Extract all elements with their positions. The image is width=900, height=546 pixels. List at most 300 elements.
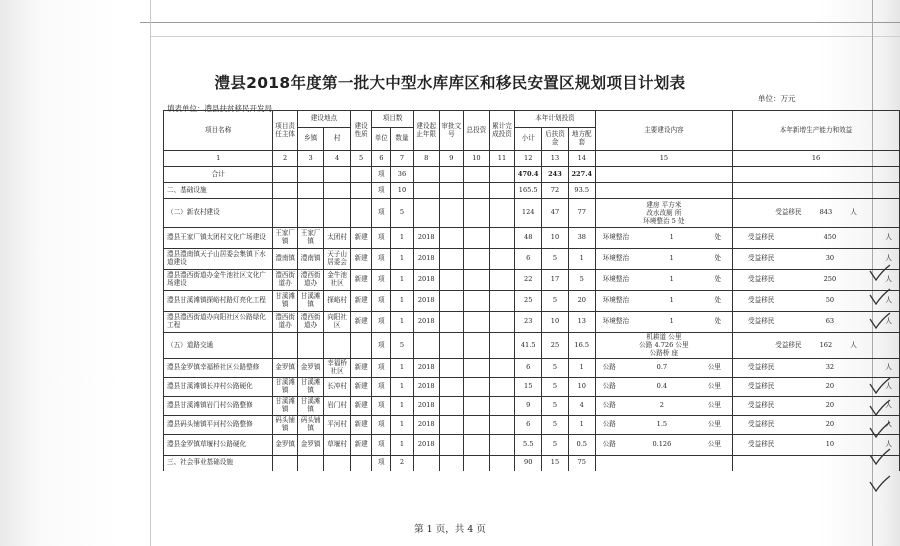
- project-cumulative: [489, 377, 515, 396]
- project-village: 平河村: [324, 415, 350, 434]
- benefit-label: 受益移民: [748, 381, 775, 390]
- subcategory-road-content: [595, 333, 732, 359]
- total-row: [164, 167, 900, 183]
- project-support: 5: [542, 249, 569, 270]
- project-name: 澧县甘溪滩镇岩门村公路整修: [164, 396, 273, 415]
- benefit-unit: 人: [885, 296, 892, 305]
- page-footer: 第 1 页，共 4 页: [414, 524, 486, 535]
- project-subtotal: 15: [515, 377, 542, 396]
- project-support: 10: [542, 312, 569, 333]
- subcategory-village-unit: 项: [372, 199, 391, 228]
- category-infra-support: 72: [542, 183, 569, 199]
- subcategory-village-benefit: [733, 199, 900, 228]
- handwritten-check-icon: [868, 420, 892, 440]
- header-capacity: 本年新增生产能力和效益: [733, 111, 900, 151]
- project-year: 2018: [413, 249, 439, 270]
- project-approval: [439, 312, 464, 333]
- subcategory-village-support: 47: [542, 199, 569, 228]
- project-total-investment: [464, 377, 490, 396]
- header-project-name: 项目名称: [164, 111, 273, 151]
- benefit-unit: 人: [885, 233, 892, 242]
- project-local: 13: [568, 312, 595, 333]
- content-unit: 公里: [707, 439, 722, 448]
- benefit-value: 450: [823, 233, 837, 242]
- project-nature: 新建: [350, 291, 372, 312]
- project-support: 5: [542, 377, 569, 396]
- project-nature: 新建: [350, 434, 372, 455]
- project-town: 甘溪滩镇: [297, 291, 323, 312]
- project-name: 澧县澧西街道办金牛池社区文化广场建设: [164, 270, 273, 291]
- project-responsible: 澧西街道办: [273, 312, 298, 333]
- project-count: 1: [391, 312, 414, 333]
- content-value: 1: [669, 254, 674, 263]
- project-count: 1: [391, 415, 414, 434]
- content-unit: 公里: [707, 381, 722, 390]
- benefit-unit: 人: [885, 439, 892, 448]
- project-responsible: 甘溪滩镇: [273, 291, 298, 312]
- project-town: 澧南镇: [297, 249, 323, 270]
- project-year: 2018: [413, 415, 439, 434]
- category-infra-unit: 项: [372, 183, 391, 199]
- project-content: [595, 396, 732, 415]
- project-content: [595, 358, 732, 377]
- benefit-label: 受益移民: [748, 400, 775, 409]
- content-type: 公路: [602, 400, 616, 409]
- content-type: 环境整治: [602, 233, 630, 242]
- header-count: 数量: [391, 128, 414, 151]
- subcategory-village-subtotal: 124: [515, 199, 542, 228]
- column-index: 14: [568, 151, 595, 167]
- project-subtotal: 9: [515, 396, 542, 415]
- project-approval: [439, 228, 464, 249]
- project-row: [164, 377, 900, 396]
- project-support: 10: [542, 228, 569, 249]
- project-responsible: 澧南镇: [273, 249, 298, 270]
- project-unit: 项: [372, 358, 391, 377]
- project-responsible: 甘溪滩镇: [273, 396, 298, 415]
- project-town: 金罗镇: [297, 358, 323, 377]
- project-nature: 新建: [350, 396, 372, 415]
- handwritten-check-icon: [868, 287, 892, 307]
- header-nature: 建设性质: [350, 111, 372, 151]
- project-cumulative: [489, 270, 515, 291]
- header-approval: 审批文号: [439, 111, 464, 151]
- subcategory-village-local: 77: [568, 199, 595, 228]
- project-local: 38: [568, 228, 595, 249]
- project-cumulative: [489, 312, 515, 333]
- benefit-label: 受益移民: [775, 340, 802, 349]
- category-social-unit: 项: [372, 455, 391, 471]
- project-unit: 项: [372, 228, 391, 249]
- header-quantity: 项目数: [372, 111, 413, 128]
- column-index: 12: [515, 151, 542, 167]
- content-value: 1: [669, 275, 674, 284]
- content-line: 改水改厕 所: [646, 208, 682, 217]
- project-subtotal: 25: [515, 291, 542, 312]
- project-support: 5: [542, 415, 569, 434]
- project-year: 2018: [413, 228, 439, 249]
- project-total-investment: [464, 396, 490, 415]
- category-infra-label: 二、基础设施: [164, 183, 273, 199]
- project-name: 澧县码头铺镇平河村公路整修: [164, 415, 273, 434]
- project-village: 太团村: [324, 228, 350, 249]
- project-total-investment: [464, 415, 490, 434]
- project-cumulative: [489, 358, 515, 377]
- subcategory-road-support: 25: [542, 333, 569, 359]
- project-subtotal: 48: [515, 228, 542, 249]
- project-year: 2018: [413, 358, 439, 377]
- benefit-unit: 人: [850, 340, 857, 349]
- project-content: [595, 434, 732, 455]
- content-line: 公路 4.726 公里: [639, 341, 689, 350]
- content-unit: 处: [714, 254, 722, 263]
- project-count: 1: [391, 291, 414, 312]
- column-index-row: [164, 151, 900, 167]
- handwritten-check-icon: [868, 398, 892, 418]
- project-total-investment: [464, 358, 490, 377]
- header-years: 建设起止年限: [413, 111, 439, 151]
- project-row: [164, 358, 900, 377]
- benefit-value: 20: [825, 419, 835, 428]
- project-local: 1: [568, 249, 595, 270]
- project-count: 1: [391, 270, 414, 291]
- project-content: [595, 291, 732, 312]
- content-line: 环境整治 5 处: [643, 217, 685, 226]
- money-unit-label: 单位：万元: [758, 94, 796, 103]
- column-index: 16: [733, 151, 900, 167]
- project-count: 1: [391, 396, 414, 415]
- project-village: 长冲村: [324, 377, 350, 396]
- project-cumulative: [489, 396, 515, 415]
- content-value: 1: [669, 233, 674, 242]
- column-index: 5: [350, 151, 372, 167]
- project-support: 5: [542, 434, 569, 455]
- content-value: 0.4: [656, 381, 668, 390]
- content-unit: 处: [714, 275, 722, 284]
- project-approval: [439, 396, 464, 415]
- project-name: 澧县金罗镇草堰村公路硬化: [164, 434, 273, 455]
- project-count: 1: [391, 249, 414, 270]
- project-name: 澧县澧南镇天子山居委会集镇下水道建设: [164, 249, 273, 270]
- header-town: 乡镇: [297, 128, 323, 151]
- subcategory-village-count: 5: [391, 199, 414, 228]
- project-nature: 新建: [350, 270, 372, 291]
- category-social-support: 15: [542, 455, 569, 471]
- project-name: 澧县甘溪滩镇长冲村公路硬化: [164, 377, 273, 396]
- project-local: 0.5: [568, 434, 595, 455]
- project-town: 码头铺镇: [297, 415, 323, 434]
- benefit-label: 受益移民: [748, 362, 775, 371]
- project-nature: 新建: [350, 415, 372, 434]
- content-value: 1: [669, 296, 674, 305]
- project-total-investment: [464, 291, 490, 312]
- project-approval: [439, 291, 464, 312]
- subcategory-village-label: （二）新农村建设: [164, 199, 273, 228]
- header-local-match: 地方配套: [568, 128, 595, 151]
- benefit-unit: 人: [885, 381, 892, 390]
- project-town: 澧西街道办: [297, 312, 323, 333]
- content-type: 公路: [602, 439, 616, 448]
- category-infra-row: [164, 183, 900, 199]
- total-count: 36: [391, 167, 414, 183]
- column-index: 4: [324, 151, 350, 167]
- content-type: 公路: [602, 362, 616, 371]
- subcategory-road-label: （五）道路交通: [164, 333, 273, 359]
- header-total-investment: 总投资: [464, 111, 490, 151]
- paper-edge-top: [140, 22, 900, 23]
- header-village: 村: [324, 128, 350, 151]
- benefit-value: 63: [825, 317, 835, 326]
- header-unit: 单位: [372, 128, 391, 151]
- benefit-value: 10: [825, 439, 835, 448]
- column-index: 1: [164, 151, 273, 167]
- subcategory-road-count: 5: [391, 333, 414, 359]
- subcategory-road-benefit: [733, 333, 900, 359]
- header-cumulative: 累计完成投资: [489, 111, 515, 151]
- benefit-value: 20: [825, 400, 835, 409]
- project-village: 岩门村: [324, 396, 350, 415]
- category-infra-subtotal: 165.5: [515, 183, 542, 199]
- table-body: [164, 111, 900, 471]
- project-year: 2018: [413, 270, 439, 291]
- content-unit: 处: [714, 233, 722, 242]
- project-responsible: 金罗镇: [273, 358, 298, 377]
- header-row-1: [164, 111, 900, 128]
- subcategory-road-local: 16.5: [568, 333, 595, 359]
- project-nature: 新建: [350, 312, 372, 333]
- project-local: 1: [568, 358, 595, 377]
- handwritten-check-icon: [868, 263, 892, 283]
- column-index: 8: [413, 151, 439, 167]
- project-local: 10: [568, 377, 595, 396]
- project-total-investment: [464, 249, 490, 270]
- project-village: 向阳社区: [324, 312, 350, 333]
- category-infra-local: 93.5: [568, 183, 595, 199]
- project-village: 草堰村: [324, 434, 350, 455]
- project-nature: 新建: [350, 249, 372, 270]
- project-support: 5: [542, 396, 569, 415]
- subcategory-village-row: [164, 199, 900, 228]
- content-unit: 公里: [707, 362, 722, 371]
- header-annual-plan: 本年计划投资: [515, 111, 595, 128]
- project-cumulative: [489, 228, 515, 249]
- project-row: [164, 270, 900, 291]
- project-responsible: 甘溪滩镇: [273, 377, 298, 396]
- benefit-label: 受益移民: [748, 275, 775, 284]
- project-name: 澧县王家厂镇太团村文化广场建设: [164, 228, 273, 249]
- total-local: 227.4: [568, 167, 595, 183]
- project-count: 1: [391, 358, 414, 377]
- benefit-unit: 人: [885, 254, 892, 263]
- content-type: 公路: [602, 381, 616, 390]
- column-index: 9: [439, 151, 464, 167]
- category-social-row: [164, 455, 900, 471]
- category-social-subtotal: 90: [515, 455, 542, 471]
- project-row: [164, 312, 900, 333]
- column-index: 7: [391, 151, 414, 167]
- project-content: [595, 270, 732, 291]
- project-village: 金牛池社区: [324, 270, 350, 291]
- benefit-value: 50: [825, 296, 835, 305]
- project-subtotal: 6: [515, 415, 542, 434]
- content-type: 环境整治: [602, 254, 630, 263]
- content-unit: 公里: [707, 400, 722, 409]
- project-year: 2018: [413, 434, 439, 455]
- project-approval: [439, 249, 464, 270]
- project-year: 2018: [413, 377, 439, 396]
- benefit-label: 受益移民: [775, 208, 802, 217]
- subcategory-road-row: [164, 333, 900, 359]
- project-nature: 新建: [350, 358, 372, 377]
- content-line: 建房 平方米: [646, 200, 682, 209]
- column-index: 6: [372, 151, 391, 167]
- column-index: 2: [273, 151, 298, 167]
- project-subtotal: 22: [515, 270, 542, 291]
- project-village: 探峪村: [324, 291, 350, 312]
- project-village: 天子山居委会: [324, 249, 350, 270]
- project-subtotal: 5.5: [515, 434, 542, 455]
- project-row: [164, 291, 900, 312]
- project-content: [595, 312, 732, 333]
- project-row: [164, 434, 900, 455]
- project-content: [595, 228, 732, 249]
- project-name: 澧县金罗镇幸福桥社区公路整修: [164, 358, 273, 377]
- project-responsible: 金罗镇: [273, 434, 298, 455]
- project-total-investment: [464, 434, 490, 455]
- project-content: [595, 377, 732, 396]
- category-social-count: 2: [391, 455, 414, 471]
- project-row: [164, 228, 900, 249]
- category-social-local: 75: [568, 455, 595, 471]
- project-content: [595, 249, 732, 270]
- benefit-unit: 人: [850, 208, 857, 217]
- header-support-fund: 后扶资金: [542, 128, 569, 151]
- fill-unit-label: 填表单位：澧县扶贫移民开发局: [167, 104, 272, 113]
- project-unit: 项: [372, 270, 391, 291]
- content-value: 1: [669, 317, 674, 326]
- content-unit: 公里: [707, 419, 722, 428]
- project-local: 4: [568, 396, 595, 415]
- benefit-unit: 人: [885, 362, 892, 371]
- project-benefit: [733, 358, 900, 377]
- project-count: 1: [391, 228, 414, 249]
- handwritten-check-icon: [868, 474, 892, 494]
- content-value: 0.126: [652, 439, 672, 448]
- project-unit: 项: [372, 396, 391, 415]
- paper-edge-top-inner: [150, 36, 900, 37]
- content-type: 环境整治: [602, 317, 630, 326]
- project-town: 王家厂镇: [297, 228, 323, 249]
- project-town: 金罗镇: [297, 434, 323, 455]
- subcategory-road-subtotal: 41.5: [515, 333, 542, 359]
- benefit-unit: 人: [885, 317, 892, 326]
- category-infra-count: 10: [391, 183, 414, 199]
- benefit-label: 受益移民: [748, 254, 775, 263]
- content-unit: 处: [714, 296, 722, 305]
- content-value: 1.5: [656, 419, 668, 428]
- column-index: 10: [464, 151, 490, 167]
- handwritten-check-icon: [868, 376, 892, 396]
- content-line: 公路桥 座: [649, 349, 679, 358]
- project-row: [164, 415, 900, 434]
- content-value: 0.7: [656, 362, 668, 371]
- subcategory-road-unit: 项: [372, 333, 391, 359]
- project-cumulative: [489, 415, 515, 434]
- benefit-label: 受益移民: [748, 439, 775, 448]
- project-subtotal: 23: [515, 312, 542, 333]
- column-index: 13: [542, 151, 569, 167]
- benefit-unit: 人: [885, 275, 892, 284]
- total-support: 243: [542, 167, 569, 183]
- project-total-investment: [464, 270, 490, 291]
- project-total-investment: [464, 312, 490, 333]
- project-unit: 项: [372, 415, 391, 434]
- benefit-label: 受益移民: [748, 317, 775, 326]
- document-title: 澧县2018年度第一批大中型水库库区和移民安置区规划项目计划表: [214, 74, 686, 92]
- benefit-value: 250: [823, 275, 837, 284]
- project-row: [164, 249, 900, 270]
- project-town: 甘溪滩镇: [297, 396, 323, 415]
- project-town: 甘溪滩镇: [297, 377, 323, 396]
- project-approval: [439, 358, 464, 377]
- project-name: 澧县甘溪滩镇探峪村路灯亮化工程: [164, 291, 273, 312]
- project-approval: [439, 415, 464, 434]
- benefit-label: 受益移民: [748, 419, 775, 428]
- header-responsible: 项目责任主体: [273, 111, 298, 151]
- project-responsible: 王家厂镇: [273, 228, 298, 249]
- project-support: 5: [542, 291, 569, 312]
- content-type: 公路: [602, 419, 616, 428]
- benefit-value: 30: [825, 254, 835, 263]
- benefit-label: 受益移民: [748, 296, 775, 305]
- project-year: 2018: [413, 312, 439, 333]
- project-year: 2018: [413, 396, 439, 415]
- project-row: [164, 396, 900, 415]
- project-count: 1: [391, 377, 414, 396]
- content-type: 环境整治: [602, 296, 630, 305]
- project-benefit: [733, 228, 900, 249]
- project-responsible: 码头铺镇: [273, 415, 298, 434]
- project-total-investment: [464, 228, 490, 249]
- header-location: 建设地点: [297, 111, 350, 128]
- header-main-content: 主要建设内容: [595, 111, 732, 151]
- project-unit: 项: [372, 291, 391, 312]
- project-subtotal: 6: [515, 358, 542, 377]
- project-content: [595, 415, 732, 434]
- content-type: 环境整治: [602, 275, 630, 284]
- benefit-value: 32: [825, 362, 835, 371]
- project-town: 澧西街道办: [297, 270, 323, 291]
- project-local: 1: [568, 415, 595, 434]
- total-subtotal: 470.4: [515, 167, 542, 183]
- content-unit: 处: [714, 317, 722, 326]
- total-label: 合计: [164, 167, 273, 183]
- project-year: 2018: [413, 291, 439, 312]
- benefit-value: 843: [819, 208, 833, 217]
- project-responsible: 澧西街道办: [273, 270, 298, 291]
- project-name: 澧县澧西街道办向阳社区公路绿化工程: [164, 312, 273, 333]
- project-unit: 项: [372, 312, 391, 333]
- project-unit: 项: [372, 434, 391, 455]
- header-subtotal: 小计: [515, 128, 542, 151]
- project-count: 1: [391, 434, 414, 455]
- project-village: 幸福桥社区: [324, 358, 350, 377]
- benefit-unit: 人: [885, 419, 892, 428]
- column-index: 3: [297, 151, 323, 167]
- benefit-value: 162: [819, 340, 833, 349]
- benefit-unit: 人: [885, 400, 892, 409]
- total-unit: 项: [372, 167, 391, 183]
